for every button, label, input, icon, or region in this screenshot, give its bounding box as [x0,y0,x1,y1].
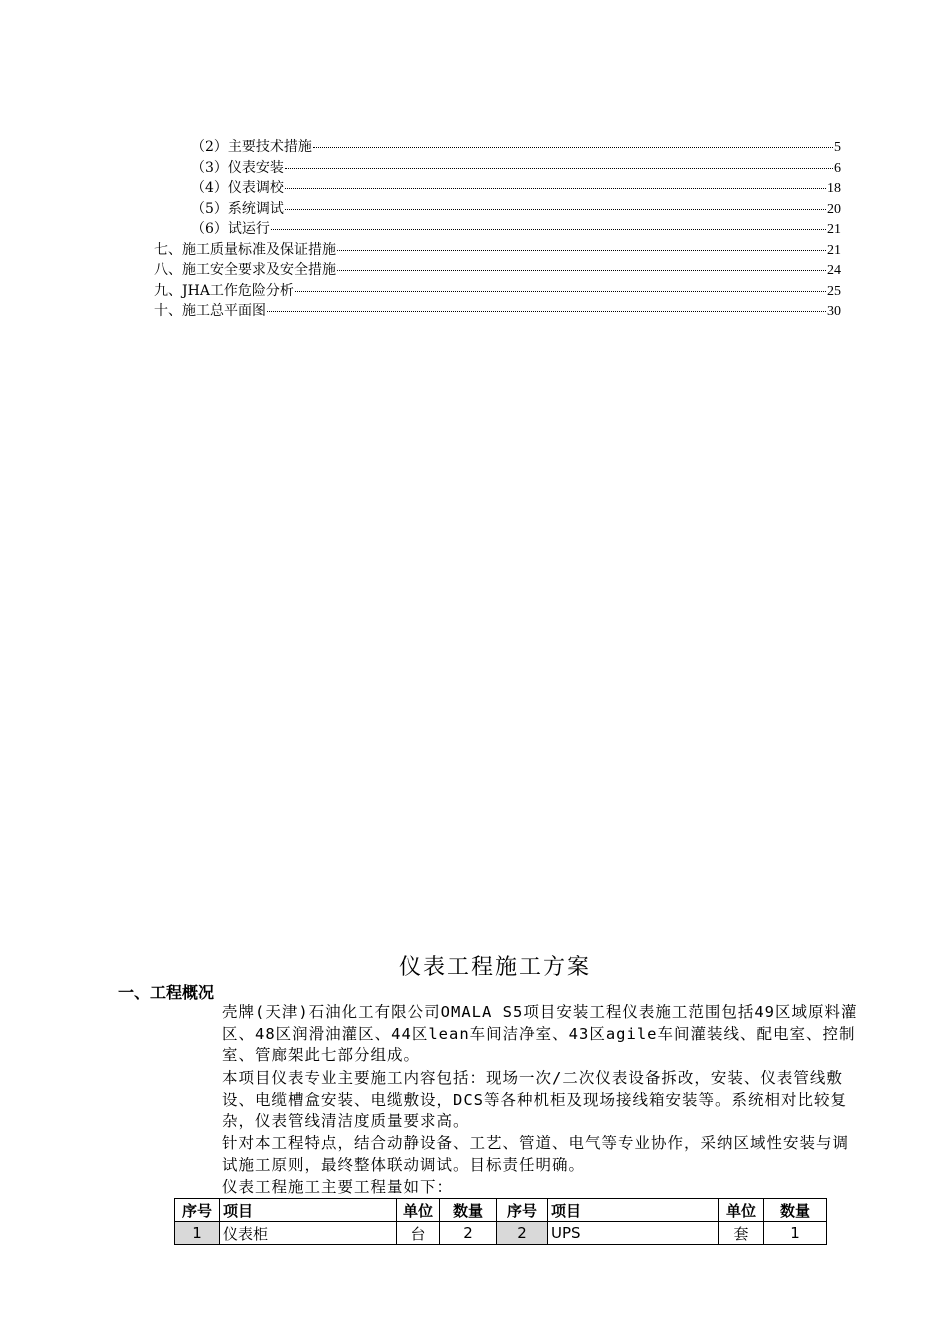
quantity-table [174,1198,827,1245]
page-title: 仪表工程施工方案 [398,955,591,980]
toc-entry-page: 21 [827,222,841,237]
col-header-unit-2: 单位 [719,1199,764,1222]
toc-entry-page: 24 [827,263,841,278]
toc-entry-label: 十、施工总平面图 [154,303,266,319]
cell-unit: 台 [397,1222,440,1245]
toc-entry[interactable] [191,138,841,156]
toc-entry-page: 21 [827,243,841,258]
cell-qty: 2 [440,1222,497,1245]
col-header-unit: 单位 [397,1199,440,1222]
toc-entry-label: （5）系统调试 [191,201,284,217]
scope-paragraph: 本项目仪表专业主要施工内容包括：现场一次/二次仪表设备拆改，安装、仪表管线敷设、电缆槽盒安装、电缆敷设，DCS等各种机柜及现场接线箱安装等。系统相对比较复杂，仪表管线清洁度质量要求高。 [222,1069,847,1130]
toc-entry-page: 30 [827,304,841,319]
toc-entry[interactable] [191,200,841,218]
toc-entry-label: （6）试运行 [191,221,270,237]
toc-entry[interactable] [191,220,841,238]
cell-item: 仪表柜 [220,1222,397,1245]
toc-entry-label: （3）仪表安装 [191,160,284,176]
toc-entry-label: （4）仪表调校 [191,180,284,196]
table-header-row [175,1199,827,1222]
toc-entry[interactable] [154,282,841,300]
toc-entry-page: 25 [827,284,841,299]
toc-entry-page: 6 [834,161,841,176]
toc-entry-label: （2）主要技术措施 [191,139,312,155]
cell-unit-2: 套 [719,1222,764,1245]
toc-entry-label: 九、JHA工作危险分析 [154,283,294,299]
quantity-intro-paragraph: 仪表工程施工主要工程量如下： [222,1178,454,1196]
cell-qty-2: 1 [764,1222,827,1245]
col-header-item-2: 项目 [548,1199,719,1222]
toc-entry-page: 20 [827,202,841,217]
approach-paragraph: 针对本工程特点，结合动静设备、工艺、管道、电气等专业协作，采纳区域性安装与调试施工原则，最终整体联动调试。目标责任明确。 [222,1134,850,1174]
cell-item-2: UPS [548,1222,719,1245]
overview-paragraph: 壳牌(天津)石油化工有限公司OMALA S5项目安装工程仪表施工范围包括49区域原料灌区、48区润滑油灌区、44区lean车间洁净室、43区agile车间灌装线、配电室、控制室、管廊架此七部分组成。 [222,1003,858,1064]
section-heading: 一、工程概况 [118,983,215,1002]
col-header-qty-2: 数量 [764,1199,827,1222]
toc-entry[interactable] [154,241,841,259]
col-header-no-2: 序号 [497,1199,548,1222]
col-header-item: 项目 [220,1199,397,1222]
cell-no-2: 2 [497,1222,548,1245]
toc-entry[interactable] [191,159,841,177]
cell-no: 1 [175,1222,220,1245]
toc-entry-label: 八、施工安全要求及安全措施 [154,262,336,278]
table-row [175,1222,827,1245]
toc-entry[interactable] [154,261,841,279]
toc-entry[interactable] [191,179,841,197]
col-header-no: 序号 [175,1199,220,1222]
col-header-qty: 数量 [440,1199,497,1222]
toc-entry-page: 5 [834,140,841,155]
toc-entry-page: 18 [827,181,841,196]
toc-entry[interactable] [154,302,841,320]
toc-entry-label: 七、施工质量标准及保证措施 [154,242,336,258]
